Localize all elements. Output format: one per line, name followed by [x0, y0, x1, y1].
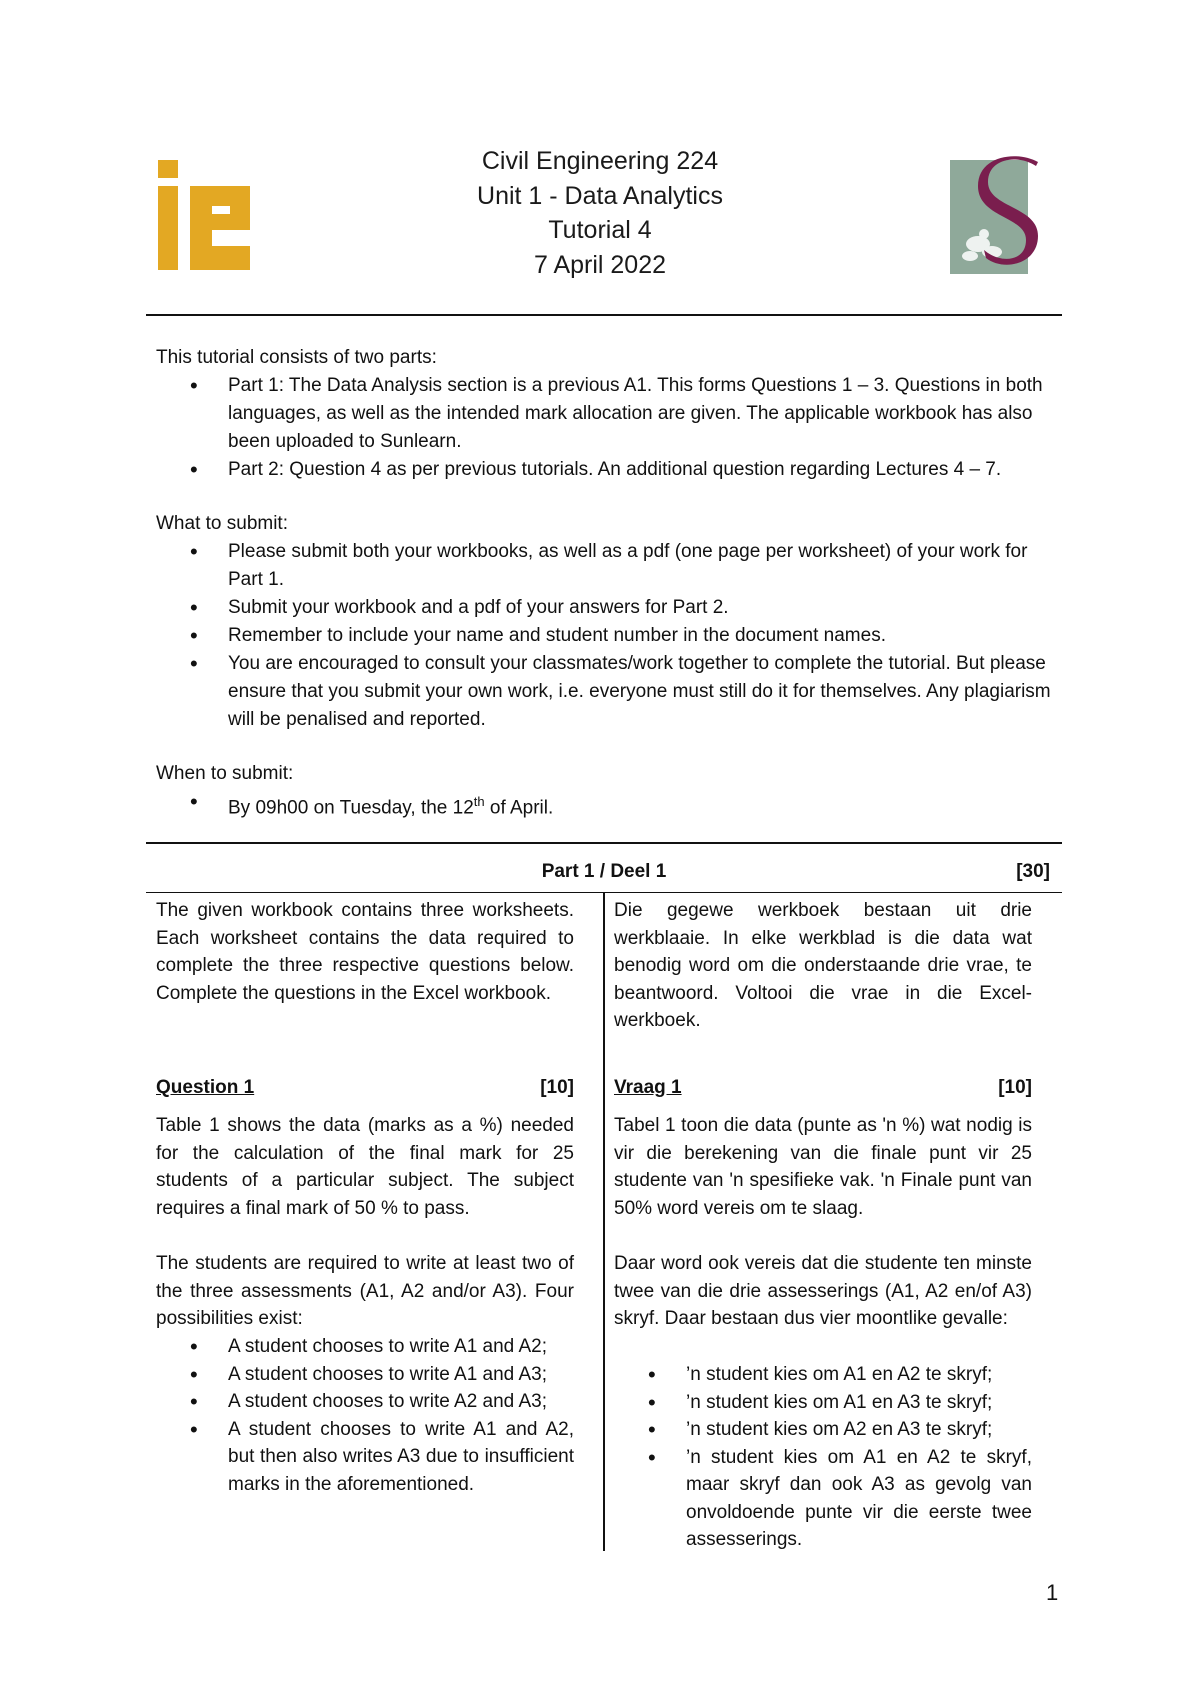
- when-list: [156, 788, 1060, 822]
- assessering-options-list: [614, 1361, 1032, 1554]
- question-1-title: Question 1: [156, 1077, 255, 1098]
- column-divider: [603, 893, 605, 1551]
- list-item: • Submit your workbook and a pdf of your answers for Part 2.: [156, 594, 1060, 622]
- list-item: • A student chooses to write A1 and A2;: [156, 1333, 574, 1361]
- part1-marks: [30]: [1016, 861, 1050, 882]
- document-title: [400, 144, 800, 282]
- vraag-1-title: Vraag 1: [614, 1077, 682, 1098]
- list-item: • A student chooses to write A1 and A3;: [156, 1361, 574, 1389]
- deadline-prefix: By 09h00 on Tuesday, the 12: [228, 797, 474, 819]
- list-item: • Part 2: Question 4 as per previous tutorials. An additional question regarding Lectures 4 – 7.: [156, 456, 1060, 484]
- deadline-item: [156, 788, 1060, 822]
- list-item: • ’n student kies om A1 en A3 te skryf;: [614, 1389, 1032, 1417]
- vraag-1-marks: [10]: [998, 1077, 1032, 1098]
- page-number: 1: [1046, 1580, 1059, 1605]
- part1-header: [146, 852, 1062, 892]
- question-1-marks: [10]: [540, 1077, 574, 1098]
- deadline-ordinal: th: [473, 794, 485, 809]
- list-item: • ’n student kies om A1 en A2 te skryf, maar skryf dan ook A3 as gevolg van onvoldoende punte vir die eerste twee assesserings.: [614, 1444, 1032, 1554]
- course-name: Civil Engineering 224: [481, 147, 719, 175]
- vraag-1-header: [614, 1074, 1032, 1102]
- list-item: • You are encouraged to consult your classmates/work together to complete the tutorial. But please ensure that you submit your own work, i.e. everyone must still do it for themselves. Any plagiarism will be penalised and reported.: [156, 650, 1060, 734]
- list-item: • ’n student kies om A2 en A3 te skryf;: [614, 1416, 1032, 1444]
- unit-name: Unit 1 - Data Analytics: [477, 181, 723, 210]
- list-item: • A student chooses to write A2 and A3;: [156, 1388, 574, 1416]
- list-item: • Please submit both your workbooks, as well as a pdf (one page per worksheet) of your work for Part 1.: [156, 538, 1060, 594]
- tutorial-date: 7 April 2022: [533, 250, 667, 279]
- list-item: • ’n student kies om A1 en A2 te skryf;: [614, 1361, 1032, 1389]
- tutorial-name: Tutorial 4: [548, 216, 652, 244]
- header-divider: [146, 314, 1062, 316]
- consists-label: This tutorial consists of two parts:: [156, 347, 437, 368]
- vraag-1-paragraph-2: Daar word ook vereis dat die studente ten minste twee van die drie assesserings (A1, A2 en/of A3) skryf. Daar bestaan dus vier moontlike gevalle:: [614, 1253, 1032, 1329]
- deadline-suffix: of April.: [484, 797, 554, 819]
- part-divider: [146, 842, 1062, 844]
- question-1-header: [156, 1074, 574, 1102]
- submit-list: [156, 538, 1060, 734]
- list-item: • Part 1: The Data Analysis section is a previous A1. This forms Questions 1 – 3. Questions in both languages, as well as the intended mark allocation are given. The applicable workbook has also been uploaded to Sunlearn.: [156, 372, 1060, 456]
- parts-list: [156, 372, 1060, 484]
- ie-logo: [150, 150, 260, 280]
- when-to-submit-label: When to submit:: [156, 763, 294, 784]
- right-intro: Die gegewe werkboek bestaan uit drie werkblaaie. In elke werkblad is die data wat benodig word om die onderstaande drie vrae, te beantwoord. Voltooi die vrae in die Excel-werkboek.: [614, 900, 1032, 1031]
- question-1-paragraph-1: Table 1 shows the data (marks as a %) needed for the calculation of the final mark for 25 students of a particular subject. The subject requires a final mark of 50 % to pass.: [156, 1115, 574, 1219]
- vraag-1-paragraph-1: Tabel 1 toon die data (punte as 'n %) wat nodig is vir die berekening van die finale punt vir 25 studente van 'n spesifieke vak. 'n Finale punt van 50% word vereis om te slaag.: [614, 1115, 1032, 1219]
- stellenbosch-university-logo: [948, 152, 1058, 276]
- list-item: • Remember to include your name and student number in the document names.: [156, 622, 1060, 650]
- list-item: • A student chooses to write A1 and A2, but then also writes A3 due to insufficient marks in the aforementioned.: [156, 1416, 574, 1499]
- question-1-paragraph-2: The students are required to write at least two of the three assessments (A1, A2 and/or A3). Four possibilities exist:: [156, 1253, 574, 1329]
- assessment-options-list: [156, 1333, 574, 1498]
- part1-title: Part 1 / Deel 1: [541, 861, 667, 882]
- what-to-submit-label: What to submit:: [156, 513, 288, 534]
- left-intro: The given workbook contains three worksheets. Each worksheet contains the data required to complete the three respective questions below. Complete the questions in the Excel workbook.: [156, 900, 574, 1004]
